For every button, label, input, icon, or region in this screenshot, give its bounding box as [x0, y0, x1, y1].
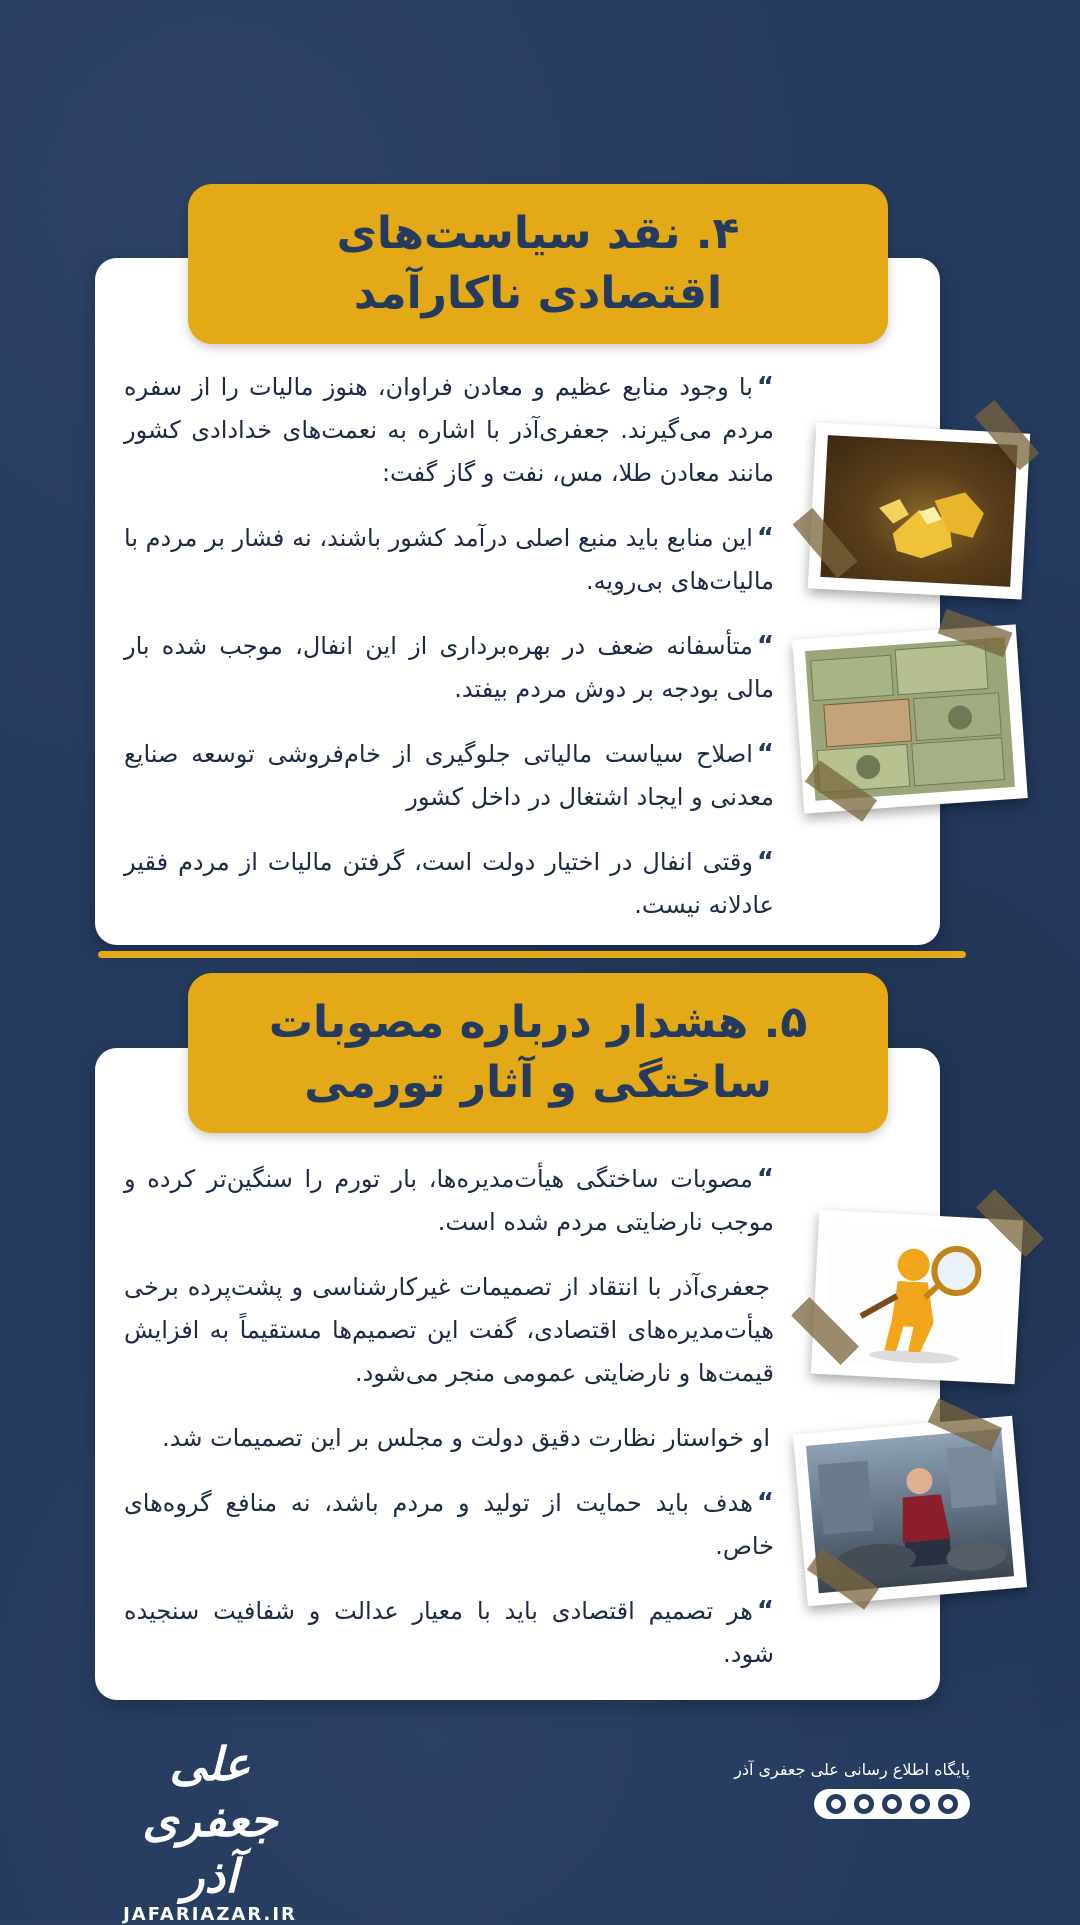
section4-paragraph: “این منابع باید منبع اصلی درآمد کشور باشند، نه فشار بر مردم با مالیات‌های بی‌رویه. — [124, 523, 774, 595]
section4-title-line1: ۴. نقد سیاست‌های — [336, 208, 740, 259]
section4-paragraph: “وقتی انفال در اختیار دولت است، گرفتن مالیات از مردم فقیر عادلانه نیست. — [124, 847, 774, 919]
site-logo[interactable] — [120, 1736, 300, 1925]
aparat-icon[interactable] — [826, 1794, 846, 1814]
social-links — [814, 1789, 970, 1819]
section5-paragraph: “هدف باید حمایت از تولید و مردم باشد، نه منافع گروه‌های خاص. — [124, 1488, 774, 1560]
logo-site-url[interactable]: JAFARIAZAR.IR — [123, 1904, 297, 1925]
section4-paragraph: “متأسفانه ضعف در بهره‌برداری از این انفال، موجب شده بار مالی بودجه بر دوش مردم بیفتد. — [124, 631, 774, 703]
logo-script-text: علی جعفری آذر — [142, 1737, 278, 1903]
section4-body — [124, 366, 774, 949]
section5-title-line1: ۵. هشدار درباره مصوبات — [268, 997, 808, 1048]
section-divider — [98, 951, 966, 958]
instagram-icon[interactable] — [882, 1794, 902, 1814]
section5-paragraph: جعفری‌آذر با انتقاد از تصمیمات غیرکارشناسی و پشت‌پرده برخی هیأت‌مدیره‌های اقتصادی، گفت این تصمیم‌ها مستقیماً به افزایش قیمت‌ها و نارضایتی عمومی منجر می‌شود. — [124, 1273, 774, 1387]
section5-paragraph: “مصوبات ساختگی هیأت‌مدیره‌ها، بار تورم را سنگین‌تر کرده و موجب نارضایتی مردم شده است. — [124, 1164, 774, 1236]
section4-title-line2: اقتصادی ناکارآمد — [353, 268, 723, 319]
section4-paragraph: “اصلاح سیاست مالیاتی جلوگیری از خام‌فروشی توسعه صنایع معدنی و ایجاد اشتغال در داخل کشور — [124, 739, 774, 811]
eitaa-icon[interactable] — [910, 1794, 930, 1814]
section4-paragraph: “با وجود منابع عظیم و معادن فراوان، هنوز مالیات را از سفره مردم می‌گیرند. جعفری‌آذر با اشاره به نعمت‌های خدادادی کشور مانند معادن طلا، مس، نفت و گاز گفت: — [124, 372, 774, 487]
section5-title-line2: ساختگی و آثار تورمی — [304, 1057, 772, 1108]
web-icon[interactable] — [854, 1794, 874, 1814]
section5-paragraph: “هر تصمیم اقتصادی باید با معیار عدالت و شفافیت سنجیده شود. — [124, 1596, 774, 1668]
telegram-icon[interactable] — [938, 1794, 958, 1814]
footer-social — [734, 1760, 970, 1819]
section5-body — [124, 1158, 774, 1698]
footer-caption: پایگاه اطلاع رسانی علی جعفری آذر — [734, 1760, 970, 1779]
section4-title-box — [188, 184, 888, 344]
section5-paragraph: او خواستار نظارت دقیق دولت و مجلس بر این تصمیمات شد. — [162, 1424, 770, 1452]
section5-title-box — [188, 973, 888, 1133]
